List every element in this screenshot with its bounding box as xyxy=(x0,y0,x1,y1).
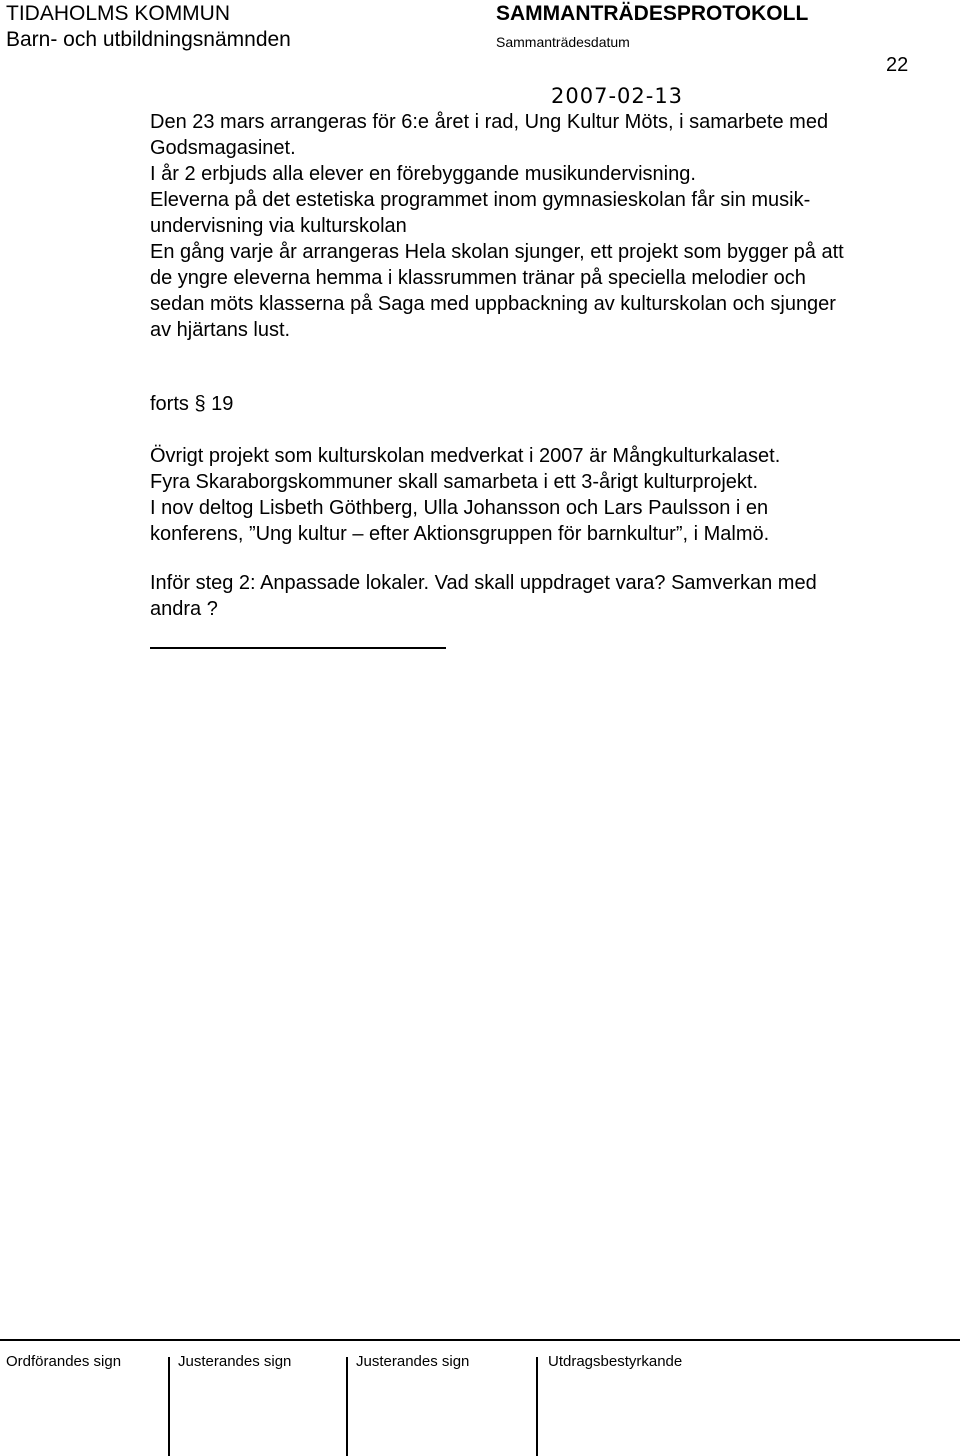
meeting-date-label: Sammanträdesdatum xyxy=(496,34,630,50)
footer-divider xyxy=(0,1339,960,1341)
text-line: andra ? xyxy=(150,598,218,620)
paragraph-culture-activities xyxy=(150,109,950,343)
text-line: En gång varje år arrangeras Hela skolan sjunger, ett projekt som bygger på att xyxy=(150,241,844,263)
signature-column-divider xyxy=(168,1357,170,1456)
committee-name: Barn- och utbildningsnämnden xyxy=(6,28,291,51)
text-line: konferens, ”Ung kultur – efter Aktionsgruppen för barnkultur”, i Malmö. xyxy=(150,523,770,545)
text-line: undervisning via kulturskolan xyxy=(150,215,407,237)
text-line: I nov deltog Lisbeth Göthberg, Ulla Johansson och Lars Paulsson i en xyxy=(150,497,769,519)
text-line: Fyra Skaraborgskommuner skall samarbeta i ett 3-årigt kulturprojekt. xyxy=(150,471,759,493)
adjuster-signature-label: Justerandes sign xyxy=(178,1353,292,1370)
text-line: av hjärtans lust. xyxy=(150,319,291,341)
signature-column-divider xyxy=(346,1357,348,1456)
text-line: Den 23 mars arrangeras för 6:e året i rad, Ung Kultur Möts, i samarbete med xyxy=(150,111,829,133)
text-line: Eleverna på det estetiska programmet inom gymnasieskolan får sin musik- xyxy=(150,189,811,211)
section-reference-text: forts § 19 xyxy=(150,393,234,415)
meeting-date: 2007-02-13 xyxy=(551,84,684,108)
protocol-title: SAMMANTRÄDESPROTOKOLL xyxy=(496,2,809,25)
text-line: sedan möts klasserna på Saga med uppbackning av kulturskolan och sjunger xyxy=(150,293,836,315)
text-line: Övrigt projekt som kulturskolan medverkat i 2007 är Mångkulturkalaset. xyxy=(150,445,781,467)
extract-certification-label: Utdragsbestyrkande xyxy=(548,1353,683,1370)
paragraph-next-step xyxy=(150,570,950,622)
page-number: 22 xyxy=(886,54,909,76)
paragraph-other-projects xyxy=(150,443,950,547)
adjuster-signature-label: Justerandes sign xyxy=(356,1353,470,1370)
text-line: Godsmagasinet. xyxy=(150,137,296,159)
end-of-section-rule xyxy=(150,647,446,649)
text-line: de yngre eleverna hemma i klassrummen tränar på speciella melodier och xyxy=(150,267,806,289)
chairman-signature-label: Ordförandes sign xyxy=(6,1353,122,1370)
signature-column-divider xyxy=(536,1357,538,1456)
text-line: Inför steg 2: Anpassade lokaler. Vad skall uppdraget vara? Samverkan med xyxy=(150,572,817,594)
text-line: I år 2 erbjuds alla elever en förebyggande musikundervisning. xyxy=(150,163,696,185)
section-reference xyxy=(150,391,950,417)
organization-name: TIDAHOLMS KOMMUN xyxy=(6,2,231,25)
